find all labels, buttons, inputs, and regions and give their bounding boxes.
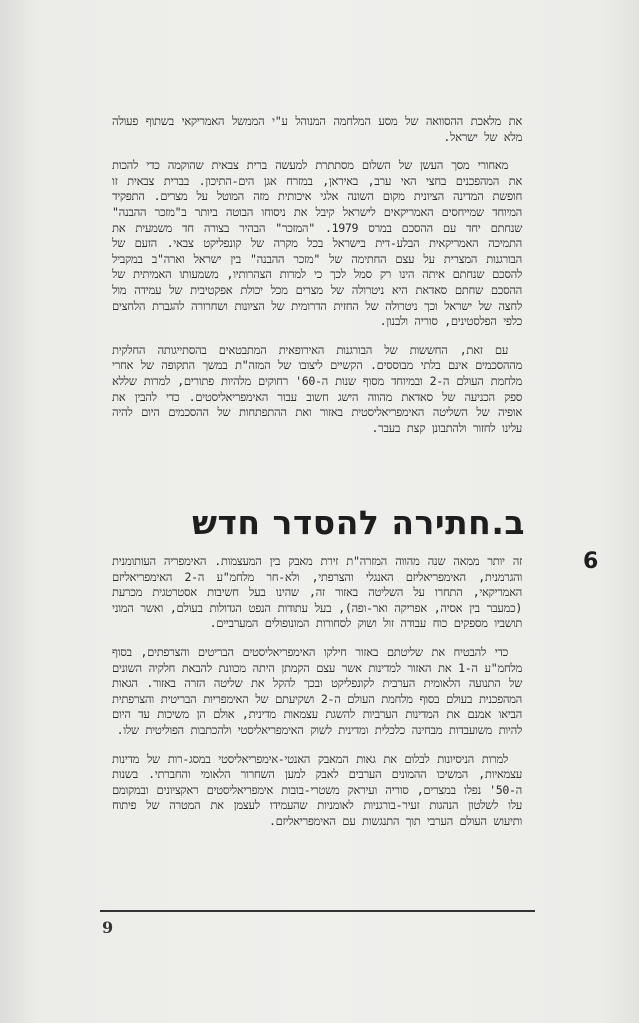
paragraph: עם זאת, החששות של הבורגנות האירופאית המתבטאים בהסתייגותה החלקית מההסכמים אינם בלתי מבוססים. הקשיים ליצובו של המזה"ת במשך התקופה של אחרי מלחמת העולם ה-2 ובמיוחד מסוף שנות ה-60' רחוקים מלהיות פתורים, למרות שללא ספק הכניעה של סאדאת מהווה הישג חשוב עבור האימפריאליסטים. כדי להבין את אופיה של השליטה האימפריאליסטית באזור ואת ההתפתחות של ההסכמים היום להיה עלינו לחזור ולהתבונן קצת בעבר. <box>112 342 523 435</box>
paragraph: למרות הניסיונות לבלום את גאות המאבק האנטי-אימפריאליסטי במסג-רות של מדינות עצמאיות, המשיכו ההמונים הערבים לאבק למען השחרור הלאומי והחברתי. בשנות ה-50' נפלו במצרים, סוריה ועיראק משטרי-בובות אימפריאליסטים ראקציונים ובמקומם עלו לשלטון הנהגות זעיר-בורגניות לאומניות שהעמידו לעצמן את המטרה של פיתוח ותיעוש העולם הערבי תוך התנגשות עם האימפריאליזם. <box>112 751 522 828</box>
text-block-after-heading <box>112 554 522 843</box>
paragraph: כדי להבטיח את שליטתם באזור חילקו האימפריאליסטים הבריטים והצרפתים, בסוף מלחמ"ע ה-1 את האזור למדינות אשר עצם הקמתן היתה מכוונת להבאת חלקיה השונים של התנועה הלאומית הערבית לקונפליקט ובכך להקל את שליטה הזרה באזור. הגאות המהפכנית בעולם בסוף מלחמת העולם ה-2 ושקיעתם של האימפריות הבריטית והצרפתית הביאו אמנם את המדינות הערביות להשגת עצמאות מדינית, אולם הן משיכות עד היום להיות משועבדות מבחינה כלכלית ומדינית לשוק האימפריאליסטי ולהכתבות הפוליטית שלו. <box>112 644 522 737</box>
section-heading: ב.חתירה להסדר חדש <box>191 503 525 542</box>
section-marker: 6 <box>583 549 599 574</box>
paragraph: את מלאכת ההסוואה של מסע המלחמה המנוהל ע"י הממשל האמריקאי בשתוף פעולה מלא של ישראל. <box>112 114 522 144</box>
footer-rule <box>100 910 535 912</box>
page-number: 9 <box>102 918 114 937</box>
text-block-before-heading <box>112 114 522 449</box>
paragraph: זה יותר ממאה שנה מהווה המזרה"ת זירת מאבק בין המעצמות. האימפריה העותומנית והגרמנית, האימפריאליזם האנגלי והצרפתי, ולא-חר מלחמ"ע ה-2 האימפריאליזם האמריקאי, התחרו על השליטה באזור זה, שהינו בעל חשיבות אסטרטגית מכרעת (כמעבר בין אסיה, אפריקה ואר-ופה), בעל עתודות הנפט הגדולות בעולם, ואשר המוני תושביו מספקים כוח עבודה זול ושוק לסחורות המונופולים המערביים. <box>112 554 522 631</box>
paragraph: מאחורי מסך העשן של השלום מסתתרת למעשה ברית צבאית שהוקמה כדי להכות את המהפכנים בחצי האי ערב, באיראן, במזרח אגן הים-התיכון. בברית צבאית זו חופשת המדינה הציונית מקום השונה אלגי איכותית מזה המוטל על מצרים. התפקיד המיוחד שמייחסים האמריקאים לישראל קיבל את ניסוחו הבוטה ביותר ב"מזכר ההבנה" שנחתם יחד עם ההסכם במרס 1979. "המזכר" הבהיר בצורה חד משמעית את התמיכה האמריקאית הבלע-דית בישראל בכל מקרה של קונפליקט צבאי. הזעם של הבורגנות המצרית על עצם החתימה של "מזכר ההבנה" בין ישראל וארה"ב במקביל להסכם שנחתם איתה הינו רק סמל לכך כי למרות הצהרותיו, משמעותו האמיתית של ההסכם שחתם סאדאת היא ניטרולה של מצרים מכל יכולת אפקטיבית של עמידה מול לחצה של ישראל וכך ניטרולה של החזית הדרומית של הציונות ושחרורה להגברת הלחצים כלפי הפלסטינים, סוריה ולבנון. <box>112 158 522 329</box>
